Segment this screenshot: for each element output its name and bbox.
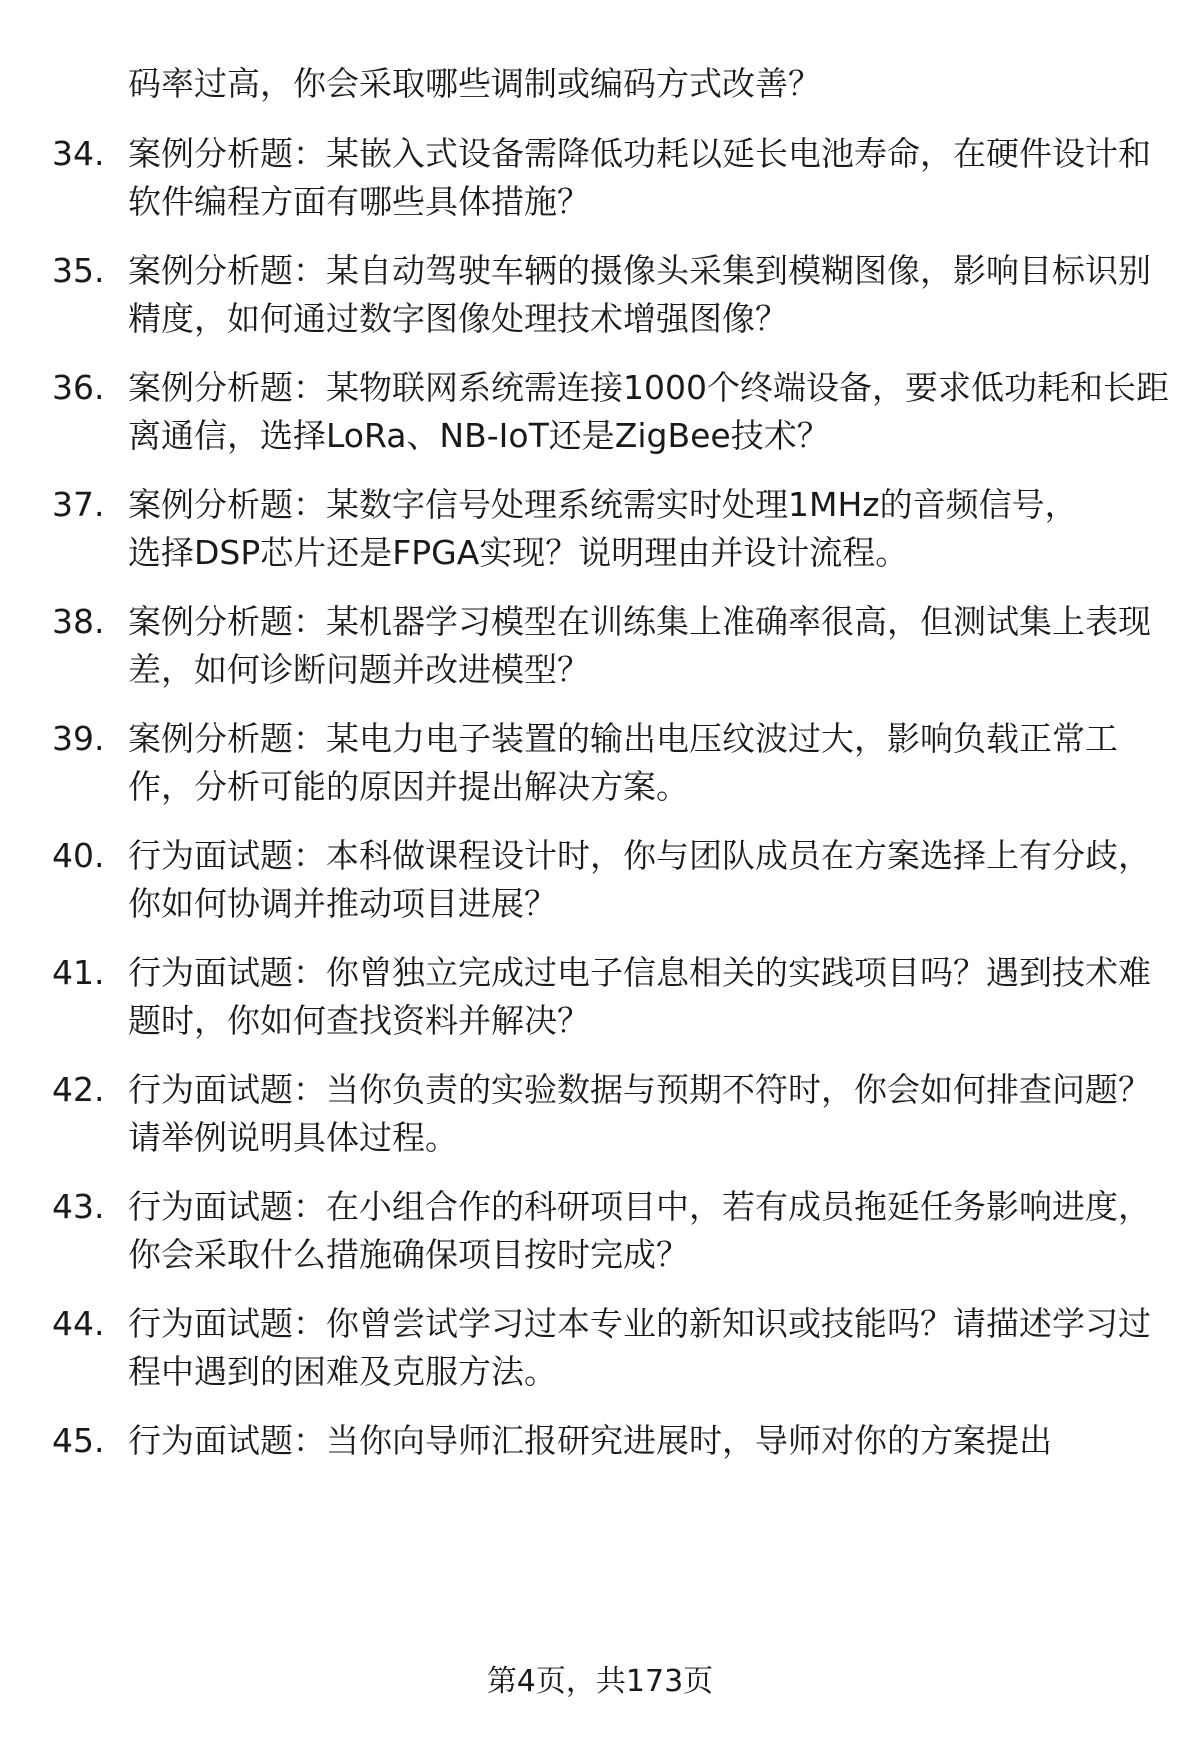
item-number: 38.	[52, 602, 105, 641]
item-text: 案例分析题：某嵌入式设备需降低功耗以延长电池寿命，在硬件设计和软件编程方面有哪些具体措施？	[128, 134, 1151, 221]
item-number: 35.	[52, 251, 105, 290]
item-text: 案例分析题：某数字信号处理系统需实时处理1MHz的音频信号，选择DSP芯片还是FPGA实现？说明理由并设计流程。	[128, 485, 1078, 572]
page-footer: 第4页，共173页	[486, 1664, 714, 1699]
item-number: 43.	[52, 1187, 105, 1226]
item-text: 行为面试题：你曾尝试学习过本专业的新知识或技能吗？请描述学习过程中遇到的困难及克服方法。	[128, 1304, 1151, 1391]
item-text: 行为面试题：当你向导师汇报研究进展时，导师对你的方案提出	[128, 1421, 1052, 1460]
item-text: 案例分析题：某机器学习模型在训练集上准确率很高，但测试集上表现差，如何诊断问题并改进模型？	[128, 602, 1151, 689]
item-text: 案例分析题：某物联网系统需连接1000个终端设备，要求低功耗和长距离通信，选择LoRa、NB-IoT还是ZigBee技术？	[128, 368, 1169, 455]
continuation-text: 码率过高，你会采取哪些调制或编码方式改善？	[128, 64, 821, 103]
item-number: 45.	[52, 1421, 105, 1460]
item-number: 39.	[52, 719, 105, 758]
item-text: 案例分析题：某电力电子装置的输出电压纹波过大，影响负载正常工作，分析可能的原因并提出解决方案。	[128, 719, 1118, 806]
item-number: 41.	[52, 953, 105, 992]
item-number: 40.	[52, 836, 105, 875]
item-number: 42.	[52, 1070, 105, 1109]
item-text: 行为面试题：当你负责的实验数据与预期不符时，你会如何排查问题？请举例说明具体过程。	[128, 1070, 1151, 1157]
item-number: 34.	[52, 134, 105, 173]
item-number: 36.	[52, 368, 105, 407]
item-text: 案例分析题：某自动驾驶车辆的摄像头采集到模糊图像，影响目标识别精度，如何通过数字图像处理技术增强图像？	[128, 251, 1151, 338]
item-text: 行为面试题：在小组合作的科研项目中，若有成员拖延任务影响进度，你会采取什么措施确保项目按时完成？	[128, 1187, 1151, 1274]
item-number: 37.	[52, 485, 105, 524]
item-text: 行为面试题：你曾独立完成过电子信息相关的实践项目吗？遇到技术难题时，你如何查找资料并解决？	[128, 953, 1151, 1040]
item-text: 行为面试题：本科做课程设计时，你与团队成员在方案选择上有分歧，你如何协调并推动项目进展？	[128, 836, 1151, 923]
item-number: 44.	[52, 1304, 105, 1343]
